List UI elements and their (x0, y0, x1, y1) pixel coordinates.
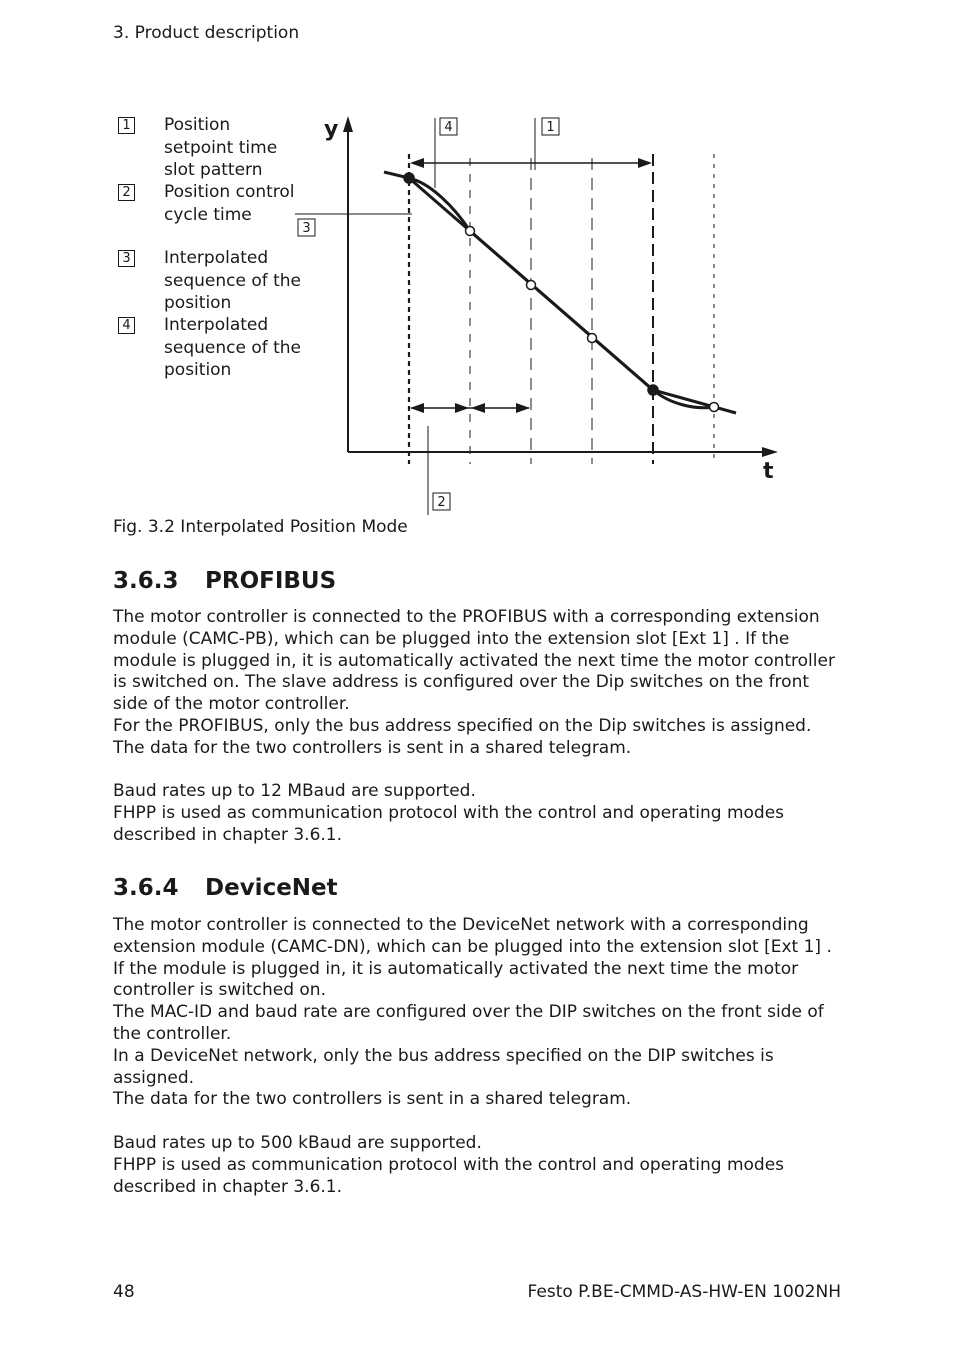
paragraph: The data for the two controllers is sent in a shared telegram. (113, 737, 632, 758)
devicenet-body (113, 915, 843, 1198)
legend-number-2: 2 (118, 184, 135, 201)
t-axis-label: t (763, 459, 774, 484)
paragraph: FHPP is used as communication protocol with the control and operating modes described in chapter 3.6.1. (113, 803, 785, 845)
svg-text:1: 1 (546, 120, 555, 135)
paragraph: Baud rates up to 500 kBaud are supported. (113, 1132, 482, 1153)
paragraph: For the PROFIBUS, only the bus address specified on the Dip switches is assigned. (113, 715, 812, 736)
paragraph: Baud rates up to 12 MBaud are supported. (113, 781, 476, 802)
profibus-body (113, 607, 843, 847)
y-axis-label: y (324, 117, 339, 142)
legend-number-3: 3 (118, 250, 135, 267)
svg-text:2: 2 (437, 495, 446, 510)
paragraph: The MAC-ID and baud rate are configured over the DIP switches on the front side of the controller. (113, 1002, 824, 1044)
paragraph: The data for the two controllers is sent in a shared telegram. (113, 1089, 632, 1110)
svg-text:4: 4 (444, 120, 453, 135)
y-axis-arrow (343, 116, 353, 132)
paragraph: In a DeviceNet network, only the bus address specified on the DIP switches is assigned. (113, 1045, 774, 1088)
legend-label-1: Position setpoint time slot pattern (164, 115, 278, 180)
page-number: 48 (113, 1282, 135, 1302)
paragraph: The motor controller is connected to the PROFIBUS with a corresponding extension module (CAMC-PB), which can be plugged into the extension slot [Ext 1] . If the module is plugged in, it is automatically activated the next time the motor controller is switched on. The slave address is configured over the Dip switches on the front side of the motor controller. (113, 607, 835, 715)
section-heading-devicenet (113, 875, 338, 901)
legend-label-4: Interpolated sequence of the position (164, 315, 302, 380)
callout-1 (542, 118, 559, 135)
paragraph: FHPP is used as communication protocol with the control and operating modes described in chapter 3.6.1. (113, 1154, 785, 1197)
section-number: 3.6.3 (113, 568, 179, 594)
blank-line (113, 760, 843, 782)
interpolated-position-diagram (290, 108, 790, 518)
callout-3 (298, 219, 315, 236)
figure-caption: Fig. 3.2 Interpolated Position Mode (113, 517, 408, 537)
t-axis-arrow (762, 447, 778, 457)
section-heading-profibus (113, 568, 336, 594)
interpolated-curve (408, 178, 714, 408)
callout-leaders (295, 118, 535, 515)
legend-number-4: 4 (118, 317, 135, 334)
paragraph: The motor controller is connected to the DeviceNet network with a corresponding extension module (CAMC-DN), which can be plugged into the extension slot [Ext 1] . If the module is plugged in, it is automatically activated the next time the motor controller is switched on. (113, 915, 832, 1001)
section-title: DeviceNet (205, 875, 338, 901)
running-head: 3. Product description (113, 23, 300, 43)
svg-text:3: 3 (302, 221, 311, 236)
legend-label-2: Position control cycle time (164, 182, 295, 225)
callout-4 (440, 118, 457, 135)
setpoint-line (384, 172, 736, 413)
document-id: Festo P.BE-CMMD-AS-HW-EN 1002NH (527, 1282, 841, 1302)
legend-number-1: 1 (118, 117, 135, 134)
section-title: PROFIBUS (205, 568, 337, 594)
callout-2 (433, 493, 450, 510)
blank-line (113, 1111, 843, 1133)
legend-label-3: Interpolated sequence of the position (164, 248, 302, 313)
section-number: 3.6.4 (113, 875, 179, 901)
